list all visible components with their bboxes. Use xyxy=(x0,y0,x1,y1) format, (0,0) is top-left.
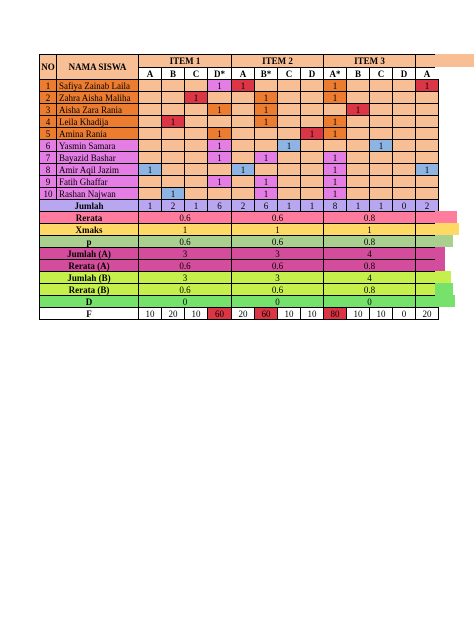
mark-cell: 1 xyxy=(208,176,232,188)
stat-label: Jumlah (B) xyxy=(40,272,139,284)
option-header: C xyxy=(185,68,208,80)
mark-cell xyxy=(301,152,324,164)
f-value: 20 xyxy=(416,308,439,320)
mark-cell xyxy=(393,176,416,188)
mark-cell xyxy=(393,104,416,116)
mark-cell: 1 xyxy=(208,140,232,152)
jumlah-value: 2 xyxy=(232,200,255,212)
mark-cell xyxy=(416,92,439,104)
mark-cell xyxy=(232,188,255,200)
stat-value: 1 xyxy=(139,224,232,236)
student-no: 8 xyxy=(40,164,57,176)
mark-cell xyxy=(185,140,208,152)
f-label: F xyxy=(40,308,139,320)
mark-cell: 1 xyxy=(324,128,347,140)
mark-cell xyxy=(139,188,162,200)
mark-cell xyxy=(393,188,416,200)
mark-cell xyxy=(278,116,301,128)
overflow-block-p xyxy=(435,235,453,247)
mark-cell xyxy=(301,176,324,188)
stat-value: 0.6 xyxy=(139,260,232,272)
mark-cell xyxy=(347,128,370,140)
student-no: 1 xyxy=(40,80,57,92)
option-header: A* xyxy=(324,68,347,80)
stat-value: 0.6 xyxy=(232,260,324,272)
mark-cell xyxy=(139,176,162,188)
mark-cell: 1 xyxy=(370,140,393,152)
stat-label: Xmaks xyxy=(40,224,139,236)
jumlah-value: 1 xyxy=(370,200,393,212)
student-row xyxy=(40,80,439,92)
mark-cell xyxy=(162,92,185,104)
mark-cell: 1 xyxy=(232,164,255,176)
mark-cell xyxy=(301,164,324,176)
mark-cell: 1 xyxy=(162,188,185,200)
student-name: Bayazid Bashar xyxy=(57,152,139,164)
stat-label: D xyxy=(40,296,139,308)
jumlah-value: 1 xyxy=(278,200,301,212)
f-value: 20 xyxy=(162,308,185,320)
mark-cell xyxy=(416,104,439,116)
mark-cell xyxy=(416,152,439,164)
mark-cell xyxy=(324,140,347,152)
option-header: D* xyxy=(208,68,232,80)
mark-cell xyxy=(347,188,370,200)
mark-cell xyxy=(162,128,185,140)
jumlah-label: Jumlah xyxy=(40,200,139,212)
student-name: Aisha Zara Rania xyxy=(57,104,139,116)
stat-value: 0.6 xyxy=(139,284,232,296)
mark-cell xyxy=(301,116,324,128)
stat-label: Rerata (A) xyxy=(40,260,139,272)
mark-cell xyxy=(370,80,393,92)
mark-cell xyxy=(255,164,278,176)
mark-cell xyxy=(393,164,416,176)
mark-cell: 1 xyxy=(185,92,208,104)
stat-value: 0.6 xyxy=(232,212,324,224)
stat-value: 0.8 xyxy=(324,212,416,224)
mark-cell: 1 xyxy=(255,176,278,188)
mark-cell xyxy=(393,152,416,164)
student-no: 9 xyxy=(40,176,57,188)
mark-cell: 1 xyxy=(324,176,347,188)
mark-cell xyxy=(208,164,232,176)
student-name: Fatih Ghaffar xyxy=(57,176,139,188)
mark-cell xyxy=(393,116,416,128)
header-row xyxy=(40,55,439,68)
mark-cell xyxy=(278,80,301,92)
mark-cell: 1 xyxy=(139,164,162,176)
stat-value: 1 xyxy=(232,224,324,236)
student-row xyxy=(40,164,439,176)
stat-value: 0.6 xyxy=(139,212,232,224)
mark-cell xyxy=(162,104,185,116)
mark-cell: 1 xyxy=(324,164,347,176)
mark-cell: 1 xyxy=(255,104,278,116)
mark-cell: 1 xyxy=(416,164,439,176)
mark-cell xyxy=(301,140,324,152)
option-header: A xyxy=(416,68,439,80)
mark-cell xyxy=(232,176,255,188)
stat-value: 4 xyxy=(324,248,416,260)
mark-cell xyxy=(278,152,301,164)
mark-cell xyxy=(301,92,324,104)
option-header: A xyxy=(232,68,255,80)
jumlah-value: 0 xyxy=(393,200,416,212)
stat-label: p xyxy=(40,236,139,248)
mark-cell xyxy=(185,164,208,176)
f-value: 10 xyxy=(301,308,324,320)
mark-cell xyxy=(185,176,208,188)
stat-value: 0.8 xyxy=(324,236,416,248)
student-name: Safiya Zainab Laila xyxy=(57,80,139,92)
student-no: 4 xyxy=(40,116,57,128)
stat-value: 4 xyxy=(324,272,416,284)
f-value: 10 xyxy=(139,308,162,320)
option-header: B* xyxy=(255,68,278,80)
f-value: 10 xyxy=(347,308,370,320)
mark-cell xyxy=(139,104,162,116)
mark-cell: 1 xyxy=(162,116,185,128)
mark-cell xyxy=(347,140,370,152)
mark-cell xyxy=(139,80,162,92)
f-value: 10 xyxy=(278,308,301,320)
overflow-block-jumlah-b xyxy=(435,271,451,283)
stat-row xyxy=(40,224,439,236)
mark-cell xyxy=(416,116,439,128)
f-value: 10 xyxy=(370,308,393,320)
stat-row xyxy=(40,248,439,260)
mark-cell xyxy=(232,104,255,116)
overflow-block-xmaks xyxy=(435,223,459,235)
mark-cell xyxy=(301,188,324,200)
mark-cell xyxy=(232,152,255,164)
stat-value: 0 xyxy=(324,296,416,308)
mark-cell xyxy=(232,92,255,104)
mark-cell xyxy=(255,128,278,140)
jumlah-value: 1 xyxy=(347,200,370,212)
mark-cell xyxy=(347,176,370,188)
header-item: ITEM 1 xyxy=(139,55,232,68)
student-no: 6 xyxy=(40,140,57,152)
jumlah-value: 1 xyxy=(185,200,208,212)
mark-cell xyxy=(162,164,185,176)
student-no: 7 xyxy=(40,152,57,164)
jumlah-value: 1 xyxy=(301,200,324,212)
stat-value: 1 xyxy=(324,224,416,236)
mark-cell xyxy=(416,128,439,140)
mark-cell xyxy=(139,116,162,128)
stat-row xyxy=(40,284,439,296)
mark-cell xyxy=(208,116,232,128)
mark-cell xyxy=(393,92,416,104)
stat-value: 3 xyxy=(232,248,324,260)
jumlah-value: 8 xyxy=(324,200,347,212)
stat-value: 0.8 xyxy=(324,284,416,296)
mark-cell xyxy=(278,128,301,140)
item-analysis-table xyxy=(39,54,439,320)
mark-cell xyxy=(370,92,393,104)
header-item: ITEM 2 xyxy=(232,55,324,68)
mark-cell xyxy=(185,104,208,116)
mark-cell: 1 xyxy=(347,104,370,116)
header-no: NO xyxy=(40,55,57,80)
mark-cell xyxy=(139,140,162,152)
mark-cell xyxy=(232,128,255,140)
stat-value: 0.6 xyxy=(232,236,324,248)
header-item: ITEM 3 xyxy=(324,55,416,68)
option-header: D xyxy=(301,68,324,80)
mark-cell xyxy=(162,80,185,92)
mark-cell xyxy=(162,152,185,164)
stat-row xyxy=(40,272,439,284)
student-no: 3 xyxy=(40,104,57,116)
mark-cell xyxy=(416,140,439,152)
f-value: 60 xyxy=(255,308,278,320)
mark-cell xyxy=(370,116,393,128)
mark-cell xyxy=(139,128,162,140)
option-header: A xyxy=(139,68,162,80)
mark-cell: 1 xyxy=(278,140,301,152)
jumlah-value: 2 xyxy=(162,200,185,212)
option-header: B xyxy=(347,68,370,80)
f-value: 60 xyxy=(208,308,232,320)
mark-cell: 1 xyxy=(255,188,278,200)
option-header: D xyxy=(393,68,416,80)
mark-cell xyxy=(347,80,370,92)
stat-value: 3 xyxy=(232,272,324,284)
mark-cell xyxy=(185,80,208,92)
stat-row xyxy=(40,260,439,272)
mark-cell xyxy=(278,176,301,188)
stat-label: Rerata xyxy=(40,212,139,224)
stat-value: 0 xyxy=(232,296,324,308)
mark-cell: 1 xyxy=(324,116,347,128)
mark-cell xyxy=(301,104,324,116)
mark-cell xyxy=(139,92,162,104)
student-name: Leila Khadija xyxy=(57,116,139,128)
student-name: Yasmin Samara xyxy=(57,140,139,152)
mark-cell xyxy=(347,116,370,128)
option-header: C xyxy=(278,68,301,80)
student-row xyxy=(40,116,439,128)
mark-cell xyxy=(416,176,439,188)
mark-cell xyxy=(370,152,393,164)
student-no: 5 xyxy=(40,128,57,140)
mark-cell xyxy=(255,80,278,92)
mark-cell xyxy=(208,92,232,104)
jumlah-value: 6 xyxy=(255,200,278,212)
student-row xyxy=(40,128,439,140)
student-row xyxy=(40,92,439,104)
stat-row xyxy=(40,236,439,248)
student-row xyxy=(40,104,439,116)
overflow-block-header xyxy=(435,67,474,79)
mark-cell xyxy=(232,116,255,128)
student-row xyxy=(40,188,439,200)
stat-row xyxy=(40,296,439,308)
stat-row xyxy=(40,212,439,224)
mark-cell: 1 xyxy=(324,152,347,164)
mark-cell xyxy=(255,140,278,152)
student-row xyxy=(40,176,439,188)
stat-value: 0 xyxy=(139,296,232,308)
mark-cell xyxy=(162,176,185,188)
mark-cell xyxy=(232,140,255,152)
mark-cell xyxy=(185,152,208,164)
mark-cell: 1 xyxy=(208,104,232,116)
stat-label: Jumlah (A) xyxy=(40,248,139,260)
mark-cell xyxy=(370,188,393,200)
jumlah-value: 2 xyxy=(416,200,439,212)
student-row xyxy=(40,152,439,164)
header-name: NAMA SISWA xyxy=(57,55,139,80)
stat-value: 3 xyxy=(139,272,232,284)
mark-cell: 1 xyxy=(324,92,347,104)
f-value: 10 xyxy=(185,308,208,320)
f-value: 0 xyxy=(393,308,416,320)
mark-cell xyxy=(208,188,232,200)
jumlah-row xyxy=(40,200,439,212)
jumlah-value: 1 xyxy=(139,200,162,212)
student-name: Zahra Aisha Maliha xyxy=(57,92,139,104)
overflow-block-d xyxy=(435,295,455,307)
mark-cell: 1 xyxy=(324,80,347,92)
mark-cell xyxy=(370,164,393,176)
option-header: C xyxy=(370,68,393,80)
student-no: 10 xyxy=(40,188,57,200)
overflow-block-jumlah-a xyxy=(435,247,445,271)
mark-cell xyxy=(393,128,416,140)
mark-cell xyxy=(301,80,324,92)
student-name: Amina Rania xyxy=(57,128,139,140)
mark-cell xyxy=(370,104,393,116)
mark-cell xyxy=(278,188,301,200)
stat-value: 0.6 xyxy=(139,236,232,248)
mark-cell xyxy=(347,152,370,164)
mark-cell xyxy=(185,188,208,200)
mark-cell: 1 xyxy=(232,80,255,92)
mark-cell xyxy=(278,92,301,104)
mark-cell: 1 xyxy=(208,152,232,164)
mark-cell: 1 xyxy=(301,128,324,140)
mark-cell xyxy=(162,140,185,152)
f-row xyxy=(40,308,439,320)
mark-cell xyxy=(347,164,370,176)
overflow-block-rerata-b xyxy=(435,283,453,295)
jumlah-value: 6 xyxy=(208,200,232,212)
mark-cell xyxy=(370,128,393,140)
mark-cell xyxy=(416,188,439,200)
mark-cell: 1 xyxy=(208,128,232,140)
mark-cell xyxy=(278,104,301,116)
mark-cell: 1 xyxy=(255,116,278,128)
overflow-block-rerata xyxy=(435,211,457,223)
stat-label: Rerata (B) xyxy=(40,284,139,296)
mark-cell xyxy=(185,116,208,128)
mark-cell: 1 xyxy=(255,152,278,164)
mark-cell xyxy=(393,80,416,92)
overflow-block-header xyxy=(435,54,474,67)
student-row xyxy=(40,140,439,152)
student-name: Amir Aqil Jazim xyxy=(57,164,139,176)
mark-cell xyxy=(139,152,162,164)
f-value: 20 xyxy=(232,308,255,320)
mark-cell xyxy=(370,176,393,188)
mark-cell: 1 xyxy=(255,92,278,104)
student-name: Rashan Najwan xyxy=(57,188,139,200)
stat-value: 0.8 xyxy=(324,260,416,272)
mark-cell: 1 xyxy=(208,80,232,92)
mark-cell xyxy=(278,164,301,176)
stat-value: 3 xyxy=(139,248,232,260)
mark-cell xyxy=(324,104,347,116)
mark-cell xyxy=(347,92,370,104)
option-header: B xyxy=(162,68,185,80)
mark-cell xyxy=(393,140,416,152)
mark-cell: 1 xyxy=(324,188,347,200)
student-no: 2 xyxy=(40,92,57,104)
stat-value: 0.6 xyxy=(232,284,324,296)
mark-cell xyxy=(185,128,208,140)
f-value: 80 xyxy=(324,308,347,320)
mark-cell: 1 xyxy=(416,80,439,92)
